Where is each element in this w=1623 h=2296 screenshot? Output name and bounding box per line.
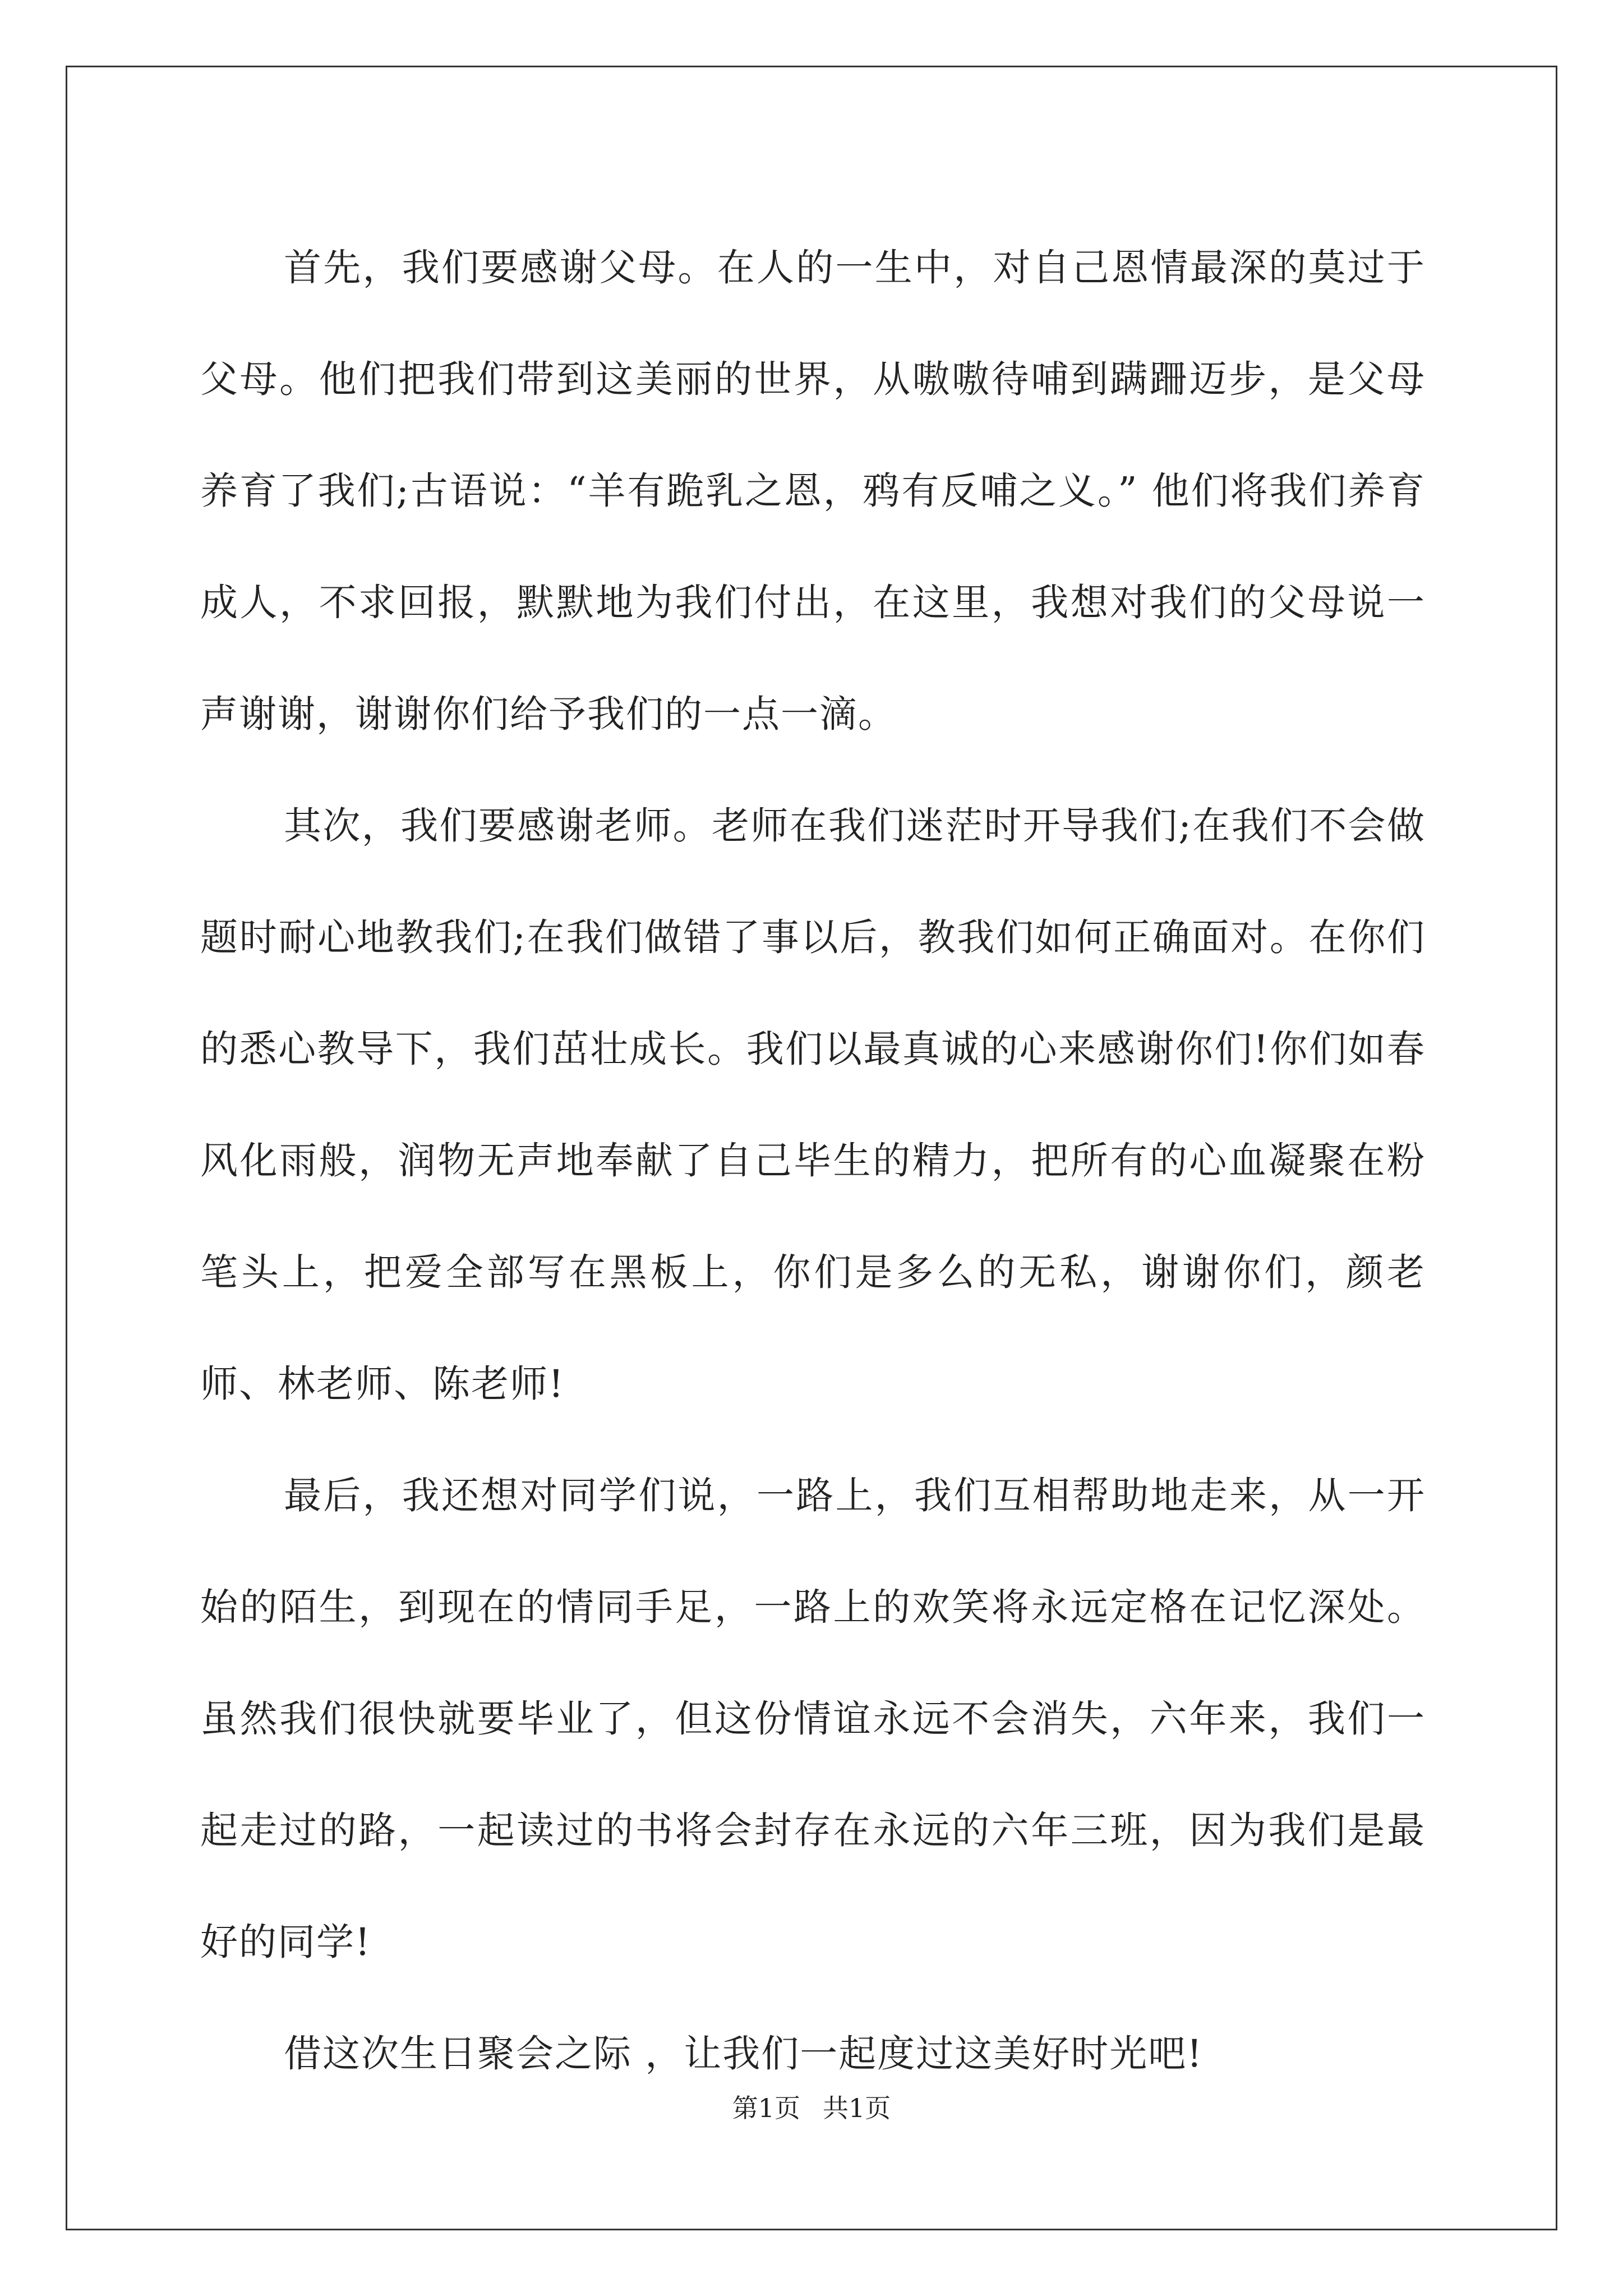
page-footer bbox=[0, 2091, 1623, 2125]
paragraph-thank-classmates: 最后，我还想对同学们说，一路上，我们互相帮助地走来，从一开始的陌生，到现在的情同手足，一路上的欢笑将永远定格在记忆深处。虽然我们很快就要毕业了，但这份情谊永远不会消失，六年来，我们一起走过的路，一起读过的书将会封存在永远的六年三班，因为我们是最好的同学! bbox=[200, 1474, 1426, 1964]
paragraph-closing: 借这次生日聚会之际 ，让我们一起度过这美好时光吧! bbox=[284, 2032, 1204, 2076]
page-total: 共1页 bbox=[823, 2093, 891, 2123]
document-body bbox=[200, 212, 1426, 2110]
paragraph-thank-teachers: 其次，我们要感谢老师。老师在我们迷茫时开导我们;在我们不会做题时耐心地教我们;在我们做错了事以后，教我们如何正确面对。在你们的悉心教导下，我们茁壮成长。我们以最真诚的心来感谢你们!你们如春风化雨般，润物无声地奉献了自己毕生的精力，把所有的心血凝聚在粉笔头上，把爱全部写在黑板上，你们是多么的无私，谢谢你们，颜老师、林老师、陈老师! bbox=[200, 804, 1426, 1406]
paragraph-thank-parents: 首先，我们要感谢父母。在人的一生中，对自己恩情最深的莫过于父母。他们把我们带到这美丽的世界，从嗷嗷待哺到蹒跚迈步，是父母养育了我们;古语说：“羊有跪乳之恩，鸦有反哺之义。” 他们将我们养育成人，不求回报，默默地为我们付出，在这里，我想对我们的父母说一声谢谢，谢谢你们给予我们的一点一滴。 bbox=[200, 246, 1426, 736]
page-number: 第1页 bbox=[732, 2093, 800, 2123]
